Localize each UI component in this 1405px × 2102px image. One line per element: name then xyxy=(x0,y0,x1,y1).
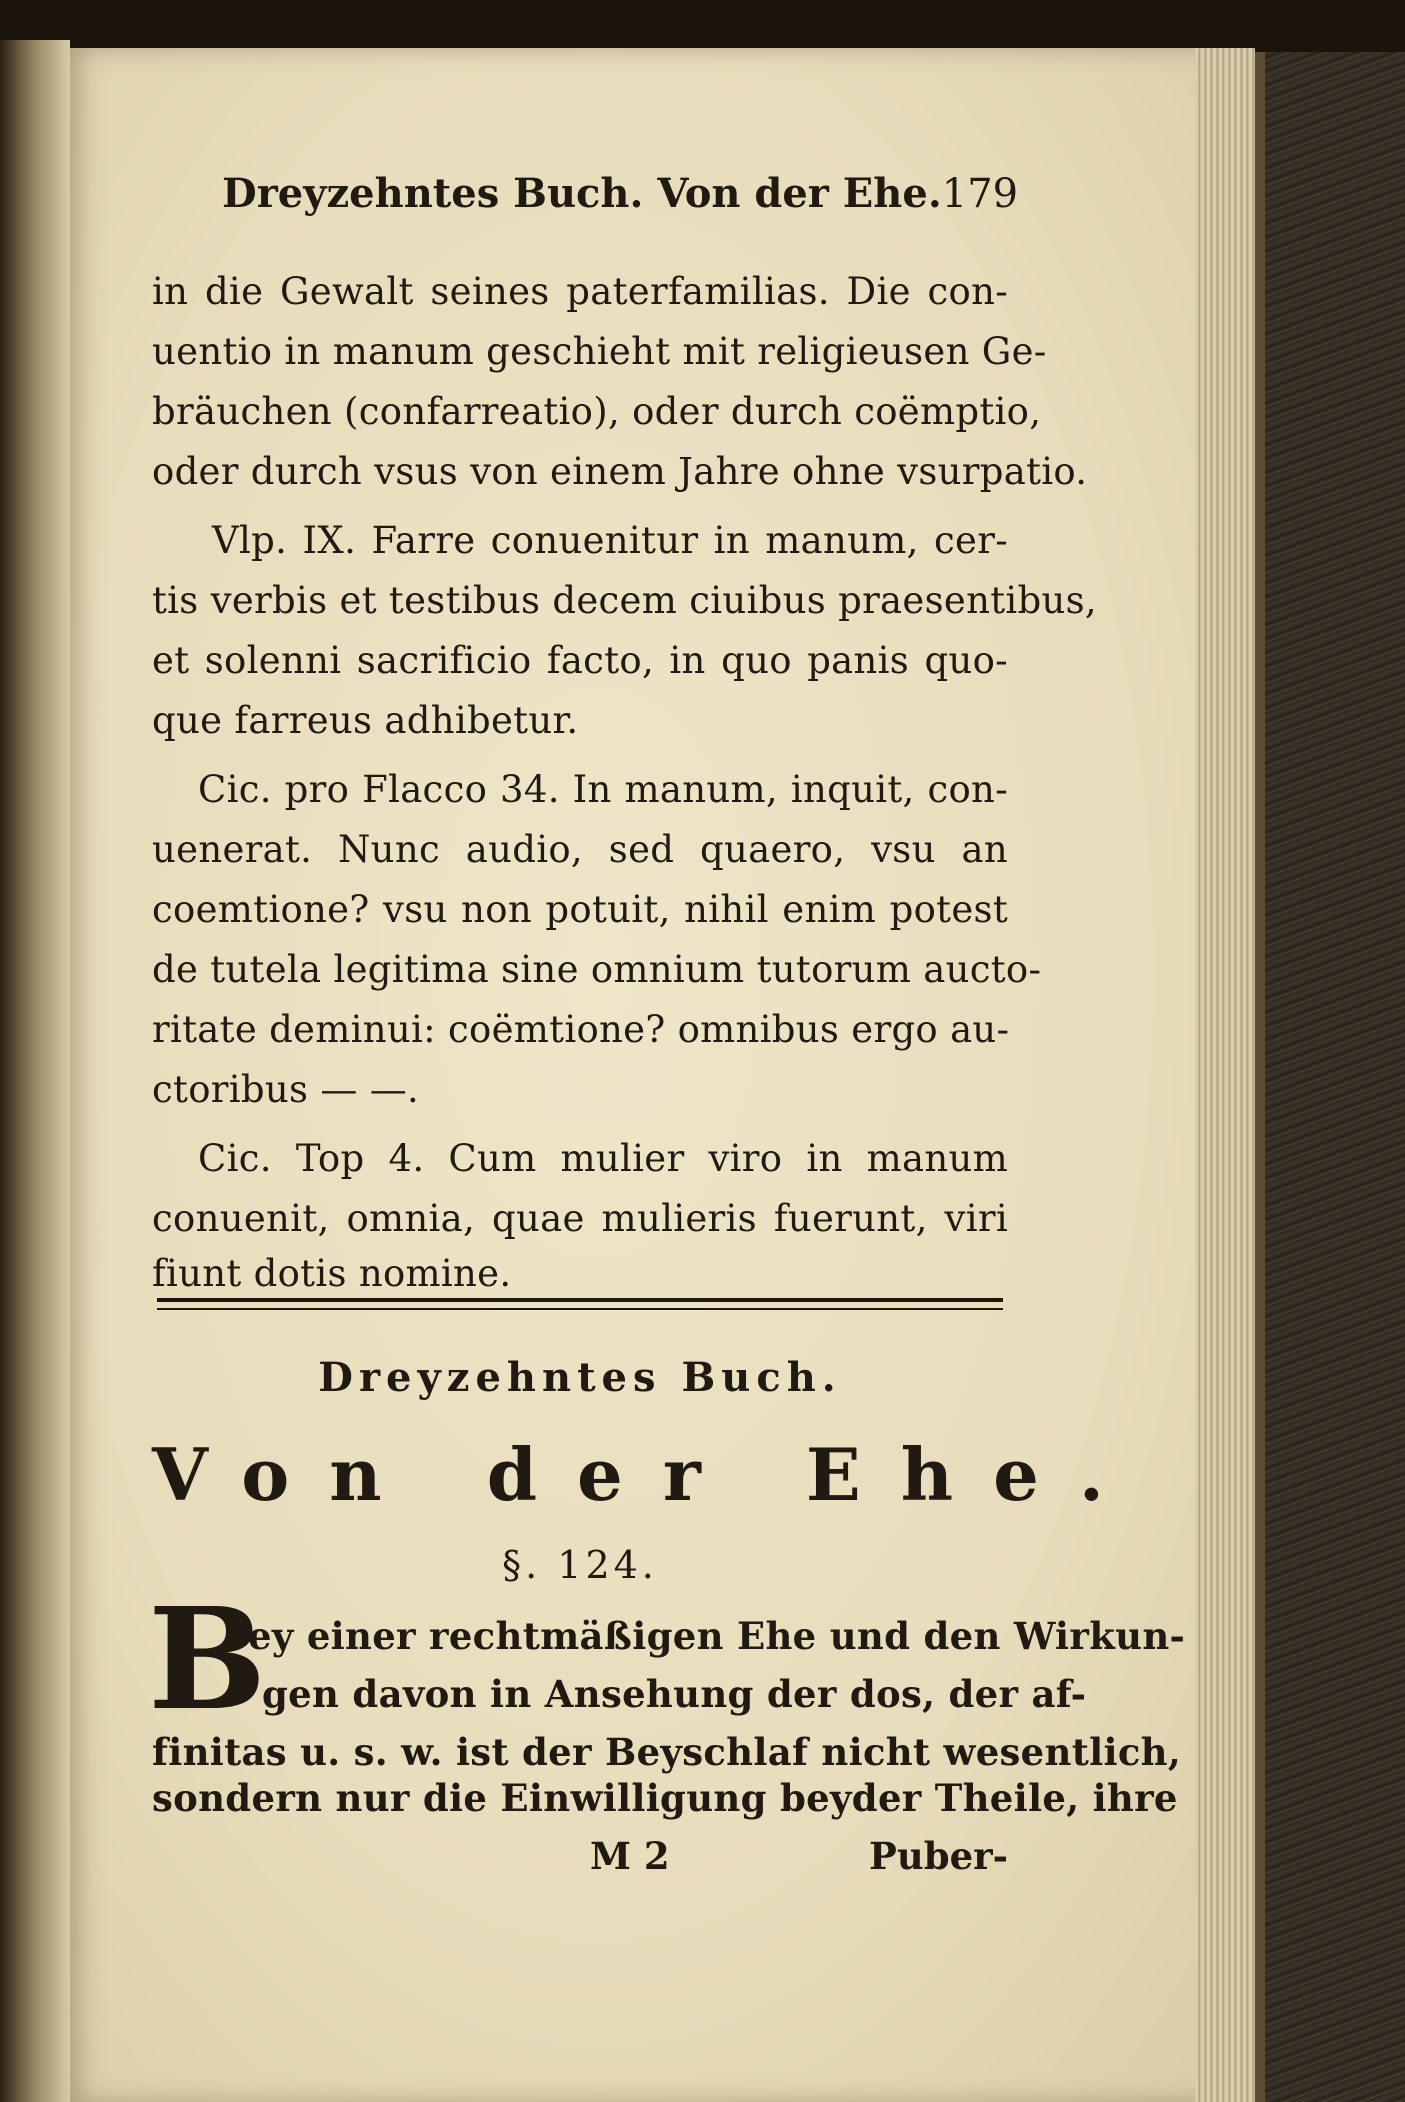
paragraph3-line: ritate deminui: coëmtione? omnibus ergo au- xyxy=(152,1008,1010,1051)
drop-cap-initial: B xyxy=(148,1578,267,1742)
paragraph2-line: Vlp. IX. Farre conuenitur in manum, cer- xyxy=(212,519,1008,562)
paragraph3-line: de tutela legitima sine omnium tutorum aucto- xyxy=(152,948,1042,991)
catchword: Puber- xyxy=(869,1834,1008,1878)
body-line: gen davon in Ansehung der dos, der af- xyxy=(262,1672,1087,1716)
signature-mark: M 2 xyxy=(590,1834,670,1878)
body-line: sondern nur die Einwilligung beyder Theile, ihre xyxy=(152,1776,1178,1820)
paragraph2-line: tis verbis et testibus decem ciuibus praesentibus, xyxy=(152,579,1097,622)
paragraph2-line: et solenni sacrificio facto, in quo panis quo- xyxy=(152,639,1008,682)
paragraph3-line: ctoribus — —. xyxy=(152,1068,420,1111)
paragraph1-line: oder durch vsus von einem Jahre ohne vsurpatio. xyxy=(152,450,1088,493)
body-line: ey einer rechtmäßigen Ehe und den Wirkun- xyxy=(248,1614,1186,1658)
paragraph4-line: fiunt dotis nomine. xyxy=(152,1252,512,1295)
paragraph4-line: conuenit, omnia, quae mulieris fuerunt, viri xyxy=(152,1197,1008,1240)
paragraph1-line: uentio in manum geschieht mit religieusen Ge- xyxy=(152,330,1047,373)
section-number: §. 124. xyxy=(502,1543,658,1587)
catchline xyxy=(590,1832,1008,1880)
running-head-title: Dreyzehntes Buch. Von der Ehe. xyxy=(222,170,942,217)
body-line: finitas u. s. w. ist der Beyschlaf nicht wesentlich, xyxy=(152,1730,1182,1774)
paragraph3-line: coemtione? vsu non potuit, nihil enim potest xyxy=(152,888,1008,931)
section-divider xyxy=(157,1298,1003,1310)
paragraph3-line: Cic. pro Flacco 34. In manum, inquit, con- xyxy=(198,768,1008,811)
page-number: 179 xyxy=(941,171,1019,217)
chapter-subtitle: Dreyzehntes Buch. xyxy=(318,1354,842,1401)
paragraph3-line: uenerat. Nunc audio, sed quaero, vsu an xyxy=(152,828,1008,871)
running-head xyxy=(222,170,1019,218)
paragraph1-line: in die Gewalt seines paterfamilias. Die con- xyxy=(152,270,1008,313)
paragraph1-line: bräuchen (confarreatio), oder durch coëmptio, xyxy=(152,390,1042,433)
chapter-title: Von der Ehe. xyxy=(152,1432,1144,1517)
paragraph4-line: Cic. Top 4. Cum mulier viro in manum xyxy=(198,1137,1008,1180)
paragraph2-line: que farreus adhibetur. xyxy=(152,699,579,742)
